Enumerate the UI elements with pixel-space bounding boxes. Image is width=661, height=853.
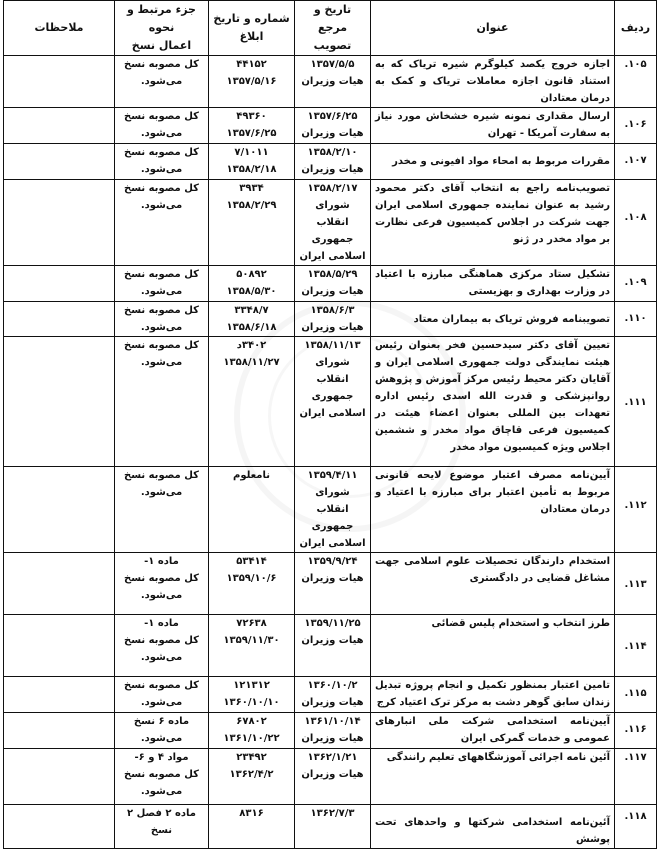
row-number-cell: ۱۱۶.: [615, 713, 657, 749]
repeal-scope-line: کل مصوبه نسخ: [124, 340, 199, 351]
header-row-number: ردیف: [615, 1, 657, 56]
ratification-line: ۱۳۵۸/۶/۳: [310, 305, 355, 316]
notification-cell: [209, 553, 295, 615]
ratification-line: هیات وزیران: [301, 573, 364, 584]
notification-line: ۶۷۸۰۲: [236, 716, 267, 727]
repeal-scope-line: کل مصوبه نسخ: [124, 269, 199, 280]
header-repeal-scope-line1: جزء مرتبط و نحوه: [127, 3, 196, 34]
table-body: [4, 56, 657, 849]
row-number-cell: ۱۰۵.: [615, 56, 657, 108]
repeal-scope-cell: [115, 266, 209, 302]
repeal-scope-cell: [115, 749, 209, 805]
row-number-cell: ۱۰۹.: [615, 266, 657, 302]
repeal-scope-line: ماده ۶ نسخ می‌شود.: [133, 716, 190, 744]
notification-line: ۱۳۵۸/۲/۲۹: [226, 200, 277, 211]
repeal-table: [3, 0, 657, 849]
repeal-scope-cell: [115, 108, 209, 144]
notification-cell: [209, 805, 295, 849]
ratification-line: اسلامی ایران: [299, 251, 366, 262]
notes-cell: [4, 302, 115, 337]
repeal-scope-line: کل مصوبه نسخ: [124, 635, 199, 646]
ratification-line: ۱۳۵۷/۶/۲۵: [307, 111, 358, 122]
notification-line: ۱۳۵۹/۱۰/۶: [226, 573, 277, 584]
table-row: [4, 302, 657, 337]
ratification-line: هیات وزیران: [301, 164, 364, 175]
repeal-scope-cell: [115, 713, 209, 749]
title-cell: تشکیل ستاد مرکزی هماهنگی مبارزه با اعتیاد در وزارت بهداری و بهزیستی: [371, 266, 615, 302]
notification-line: ۱۳۵۹/۱۱/۳۰: [223, 635, 280, 646]
notification-line: ۱۳۵۸/۱۱/۲۷: [223, 357, 280, 368]
notification-line: ۷۲۶۳۸: [236, 618, 267, 629]
notification-line: ۱۳۵۷/۶/۲۵: [226, 128, 277, 139]
title-cell: اجازه خروج یکصد کیلوگرم شیره تریاک که به استناد قانون اجازه معاملات تریاک و کمک به درمان معتادان: [371, 56, 615, 108]
notification-cell: [209, 56, 295, 108]
ratification-line: اسلامی ایران: [299, 408, 366, 419]
notes-cell: [4, 108, 115, 144]
repeal-scope-line: می‌شود.: [140, 487, 183, 498]
notes-cell: [4, 749, 115, 805]
row-number-cell: ۱۰۶.: [615, 108, 657, 144]
repeal-scope-line: ماده ۱-: [144, 618, 179, 629]
row-number-cell: ۱۱۲.: [615, 467, 657, 553]
ratification-line: هیات وزیران: [301, 322, 364, 333]
notification-cell: [209, 144, 295, 180]
ratification-line: ۱۳۵۷/۵/۵: [310, 59, 355, 70]
repeal-scope-line: می‌شود.: [140, 128, 183, 139]
notification-cell: [209, 266, 295, 302]
table-row: [4, 615, 657, 677]
notification-line: ۱۳۵۸/۲/۱۸: [226, 164, 277, 175]
repeal-scope-line: کل مصوبه نسخ: [124, 111, 199, 122]
repeal-scope-line: ماده ۲ فصل ۲ نسخ: [127, 808, 196, 836]
repeal-scope-cell: [115, 805, 209, 849]
notification-cell: [209, 677, 295, 713]
header-title: عنوان: [371, 1, 615, 56]
repeal-scope-line: کل مصوبه نسخ: [124, 59, 199, 70]
row-number-cell: ۱۱۱.: [615, 337, 657, 467]
notification-cell: [209, 467, 295, 553]
repeal-scope-line: می‌شود.: [140, 200, 183, 211]
ratification-cell: [295, 180, 371, 266]
notes-cell: [4, 713, 115, 749]
title-cell: آیین‌نامه استخدامی شرکت ملی انبارهای عمومی و خدمات گمرکی ایران: [371, 713, 615, 749]
ratification-cell: [295, 615, 371, 677]
ratification-cell: [295, 56, 371, 108]
repeal-scope-line: کل مصوبه نسخ: [124, 680, 199, 691]
ratification-line: هیات وزیران: [301, 635, 364, 646]
repeal-scope-cell: [115, 677, 209, 713]
repeal-scope-line: ماده ۱-: [144, 556, 179, 567]
notes-cell: [4, 56, 115, 108]
notification-cell: [209, 337, 295, 467]
ratification-cell: [295, 266, 371, 302]
ratification-line: هیات وزیران: [301, 769, 364, 780]
repeal-scope-line: می‌شود.: [140, 322, 183, 333]
row-number-cell: ۱۱۸.: [615, 805, 657, 849]
repeal-scope-line: کل مصوبه نسخ: [124, 573, 199, 584]
ratification-line: ۱۳۵۸/۲/۱۰: [307, 147, 358, 158]
repeal-scope-line: می‌شود.: [140, 786, 183, 797]
ratification-line: ۱۳۵۸/۲/۱۷: [307, 183, 358, 194]
title-cell: طرز انتخاب و استخدام پلیس قضائی: [371, 615, 615, 677]
notes-cell: [4, 805, 115, 849]
row-number-cell: ۱۰۷.: [615, 144, 657, 180]
notes-cell: [4, 553, 115, 615]
notification-line: نامعلوم: [232, 470, 271, 481]
notification-line: ۳۴۰۲د: [236, 340, 267, 351]
table-row: [4, 749, 657, 805]
notes-cell: [4, 467, 115, 553]
notification-line: ۴۴۱۵۲: [236, 59, 267, 70]
row-number-cell: ۱۰۸.: [615, 180, 657, 266]
table-row: [4, 56, 657, 108]
table-row: [4, 266, 657, 302]
notification-line: ۷/۱۰۱۱: [234, 147, 269, 158]
ratification-cell: [295, 337, 371, 467]
ratification-line: ۱۳۶۲/۱/۲۱: [307, 752, 358, 763]
notification-line: ۱۳۶۱/۱۰/۲۲: [223, 733, 280, 744]
header-notes: ملاحظات: [4, 1, 115, 56]
title-cell: مقررات مربوط به امحاء مواد افیونی و مخدر: [371, 144, 615, 180]
notification-cell: [209, 180, 295, 266]
repeal-scope-line: می‌شود.: [140, 652, 183, 663]
notification-line: ۳۳۴۸/۷: [234, 305, 269, 316]
repeal-scope-line: می‌شود.: [140, 76, 183, 87]
notification-cell: [209, 302, 295, 337]
notification-line: ۸۳۱۶: [239, 808, 264, 819]
table-row: [4, 144, 657, 180]
ratification-line: شورای انقلاب: [315, 487, 350, 515]
ratification-line: هیات وزیران: [301, 697, 364, 708]
notes-cell: [4, 337, 115, 467]
notification-line: ۲۳۴۹۲: [236, 752, 267, 763]
table-row: [4, 713, 657, 749]
notification-line: ۱۳۵۷/۵/۱۶: [226, 76, 277, 87]
repeal-scope-line: می‌شود.: [140, 357, 183, 368]
notes-cell: [4, 180, 115, 266]
ratification-line: هیات وزیران: [301, 76, 364, 87]
ratification-cell: [295, 144, 371, 180]
repeal-scope-cell: [115, 337, 209, 467]
ratification-line: ۱۳۵۸/۵/۲۹: [307, 269, 358, 280]
title-cell: تصویبنامه فروش تریاک به بیماران معتاد: [371, 302, 615, 337]
ratification-cell: [295, 749, 371, 805]
ratification-line: هیات وزیران: [301, 733, 364, 744]
repeal-scope-cell: [115, 302, 209, 337]
notes-cell: [4, 615, 115, 677]
header-ratification: [295, 1, 371, 56]
row-number-cell: ۱۱۷.: [615, 749, 657, 805]
ratification-line: ۱۳۶۱/۱۰/۱۴: [304, 716, 361, 727]
ratification-cell: [295, 713, 371, 749]
ratification-cell: [295, 553, 371, 615]
notification-line: ۱۳۵۸/۵/۳۰: [226, 286, 277, 297]
ratification-line: جمهوری: [311, 391, 354, 402]
notification-line: ۵۳۴۱۴: [236, 556, 267, 567]
notification-cell: [209, 615, 295, 677]
repeal-scope-cell: [115, 180, 209, 266]
table-row: [4, 553, 657, 615]
table-row: [4, 677, 657, 713]
repeal-scope-cell: [115, 144, 209, 180]
ratification-line: ۱۳۵۸/۱۱/۱۳: [304, 340, 361, 351]
header-ratification-line2: تصویب: [313, 39, 352, 52]
title-cell: آئین‌نامه استخدامی شرکتها و واحدهای تحت پوشش: [371, 805, 615, 849]
header-row: [4, 1, 657, 56]
ratification-line: شورای انقلاب: [315, 200, 350, 228]
repeal-scope-line: مواد ۴ و ۶-: [134, 752, 189, 763]
table-row: [4, 108, 657, 144]
notification-cell: [209, 108, 295, 144]
ratification-line: ۱۳۵۹/۴/۱۱: [307, 470, 358, 481]
ratification-cell: [295, 108, 371, 144]
notification-line: ۱۳۶۰/۱۰/۱۰: [223, 697, 280, 708]
table-row: [4, 467, 657, 553]
repeal-scope-line: می‌شود.: [140, 164, 183, 175]
notification-line: ۱۲۱۳۱۲: [233, 680, 270, 691]
notification-line: ۵۰۸۹۲: [236, 269, 267, 280]
repeal-scope-cell: [115, 553, 209, 615]
repeal-scope-line: می‌شود.: [140, 697, 183, 708]
repeal-scope-line: کل مصوبه نسخ: [124, 470, 199, 481]
ratification-cell: [295, 677, 371, 713]
repeal-scope-cell: [115, 467, 209, 553]
ratification-line: ۱۳۵۹/۹/۲۴: [307, 556, 358, 567]
repeal-scope-line: کل مصوبه نسخ: [124, 183, 199, 194]
title-cell: تصویب‌نامه راجع به انتخاب آقای دکتر محمود رشید به عنوان نماینده جمهوری اسلامی ایران جهت شرکت در اجلاس کمیسیون فرعی نظارت بر مواد مخدر در ژنو: [371, 180, 615, 266]
header-notification-line2: ابلاغ: [239, 30, 264, 43]
notification-line: ۱۳۵۸/۶/۱۸: [226, 322, 277, 333]
repeal-scope-cell: [115, 615, 209, 677]
table-row: [4, 180, 657, 266]
ratification-line: شورای انقلاب: [315, 357, 350, 385]
notification-line: ۴۹۳۶۰: [236, 111, 267, 122]
title-cell: ارسال مقداری نمونه شیره خشخاش مورد نیاز به سفارت آمریکا - تهران: [371, 108, 615, 144]
title-cell: تعیین آقای دکتر سیدحسین فخر بعنوان رئیس هیئت نمایندگی دولت جمهوری اسلامی ایران و آقایان دکتر محیط رئیس مرکز آموزش و پژوهش روانپزشکی و قدرت الله اسدی رئیس اداره تعهدات بین المللی بعنوان اعضاء هیئت در کمیسیون فرعی قاچاق مواد مخدر و ششمین اجلاس ویژه کمیسیون مواد مخدر: [371, 337, 615, 467]
ratification-line: ۱۳۶۰/۱۰/۲: [307, 680, 358, 691]
row-number-cell: ۱۱۴.: [615, 615, 657, 677]
ratification-cell: [295, 302, 371, 337]
header-repeal-scope: [115, 1, 209, 56]
ratification-line: هیات وزیران: [301, 286, 364, 297]
repeal-scope-line: می‌شود.: [140, 590, 183, 601]
notification-cell: [209, 713, 295, 749]
ratification-line: هیات وزیران: [301, 128, 364, 139]
notification-line: ۳۹۳۴: [239, 183, 264, 194]
repeal-scope-line: کل مصوبه نسخ: [124, 769, 199, 780]
ratification-line: ۱۳۶۲/۷/۳: [310, 808, 355, 819]
ratification-line: ۱۳۵۹/۱۱/۲۵: [304, 618, 361, 629]
ratification-cell: [295, 805, 371, 849]
notification-cell: [209, 749, 295, 805]
repeal-scope-cell: [115, 56, 209, 108]
header-ratification-line1: تاریخ و مرجع: [313, 3, 352, 34]
ratification-cell: [295, 467, 371, 553]
ratification-line: جمهوری: [311, 521, 354, 532]
title-cell: آیین‌نامه مصرف اعتبار موضوع لایحه قانونی مربوط به تأمین اعتبار برای مبارزه با اعتیاد و درمان معتادان: [371, 467, 615, 553]
notes-cell: [4, 677, 115, 713]
notes-cell: [4, 144, 115, 180]
table-row: [4, 337, 657, 467]
title-cell: استخدام دارندگان تحصیلات علوم اسلامی جهت مشاغل قضایی در دادگستری: [371, 553, 615, 615]
ratification-line: اسلامی ایران: [299, 538, 366, 549]
notification-line: ۱۳۶۲/۴/۲: [229, 769, 274, 780]
ratification-line: جمهوری: [311, 234, 354, 245]
notes-cell: [4, 266, 115, 302]
title-cell: تامین اعتبار بمنظور تکمیل و انجام پروژه تبدیل زندان سابق گوهر دشت به مرکز ترک اعتیاد کرج: [371, 677, 615, 713]
header-repeal-scope-line2: اعمال نسخ: [131, 39, 192, 52]
document-page: [4, 0, 657, 853]
row-number-cell: ۱۱۵.: [615, 677, 657, 713]
repeal-scope-line: کل مصوبه نسخ: [124, 147, 199, 158]
repeal-scope-line: می‌شود.: [140, 286, 183, 297]
header-notification: [209, 1, 295, 56]
repeal-scope-line: کل مصوبه نسخ: [124, 305, 199, 316]
row-number-cell: ۱۱۰.: [615, 302, 657, 337]
title-cell: آئین نامه اجرائی آموزشگاههای تعلیم رانندگی: [371, 749, 615, 805]
header-notification-line1: شماره و تاریخ: [213, 12, 290, 25]
table-row: [4, 805, 657, 849]
row-number-cell: ۱۱۳.: [615, 553, 657, 615]
